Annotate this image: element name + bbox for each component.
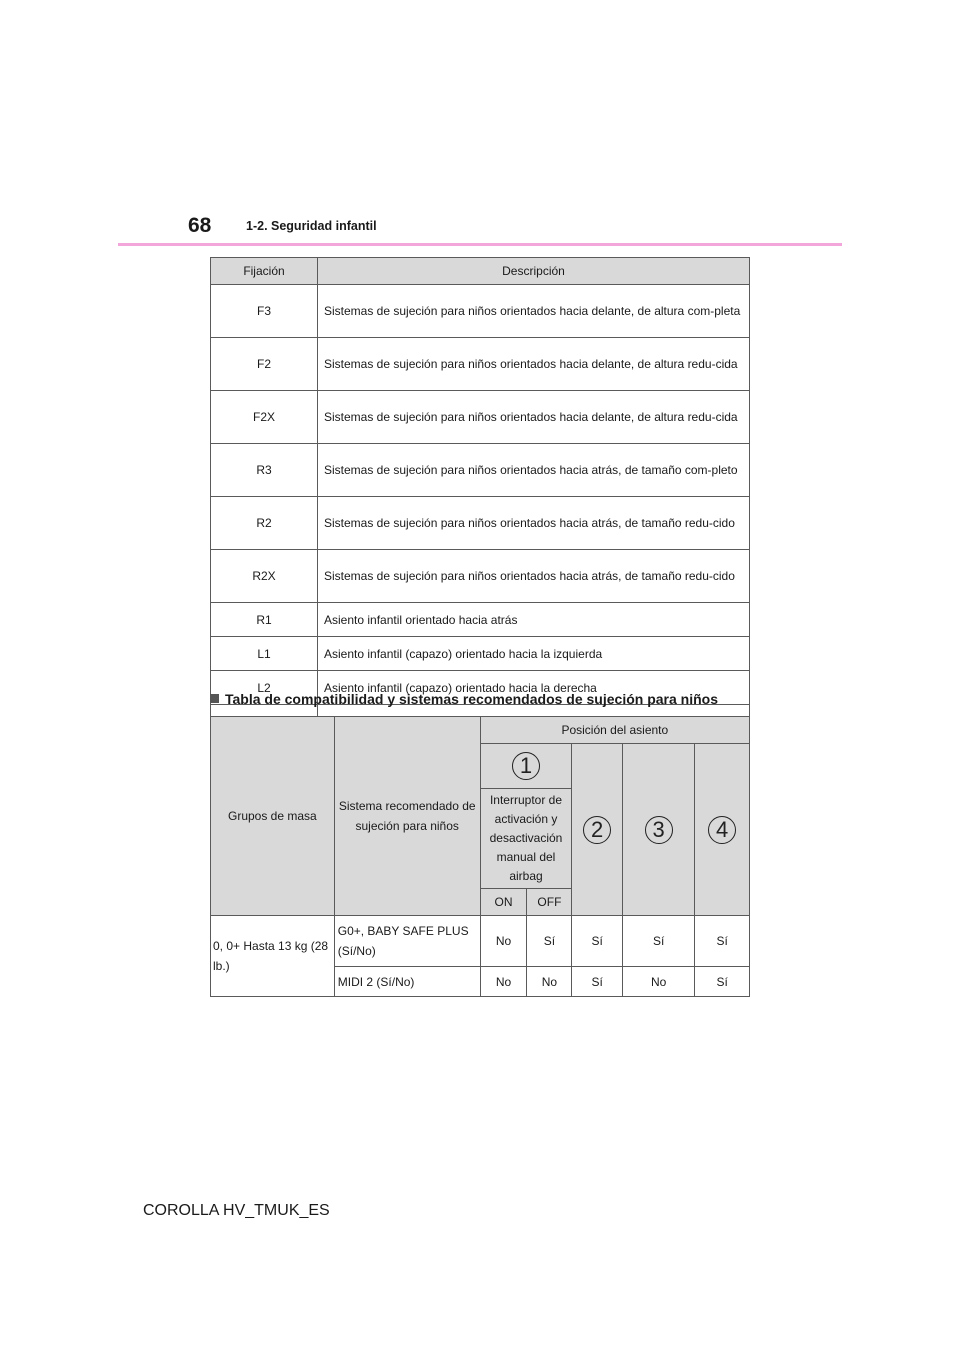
table-row <box>211 338 750 391</box>
page-number: 68 <box>188 214 212 237</box>
fixation-code: F2X <box>211 391 318 444</box>
airbag-switch-label: Interruptor de activación y desactivación manual del airbag <box>480 789 572 889</box>
seat-value: Sí <box>623 916 695 967</box>
col-header-mass-group: Grupos de masa <box>211 717 335 916</box>
fixation-code: R2X <box>211 550 318 603</box>
seat-2-header <box>572 744 623 916</box>
fixation-description: Sistemas de sujeción para niños orientados hacia atrás, de tamaño redu-cido <box>318 497 750 550</box>
fixation-code: L1 <box>211 637 318 671</box>
table-row <box>211 391 750 444</box>
section-title: 1-2. Seguridad infantil <box>246 219 377 233</box>
col-header-recommended-system: Sistema recomendado de sujeción para niños <box>334 717 480 916</box>
table-row <box>211 916 750 967</box>
seat-value: Sí <box>572 916 623 967</box>
table-row <box>211 285 750 338</box>
fixation-description: Sistemas de sujeción para niños orientados hacia delante, de altura com-pleta <box>318 285 750 338</box>
fixation-code: R2 <box>211 497 318 550</box>
seat-3-icon: 3 <box>645 816 673 844</box>
table-header-row <box>211 258 750 285</box>
document-code: COROLLA HV_TMUK_ES <box>143 1202 330 1219</box>
fixation-description: Sistemas de sujeción para niños orientados hacia atrás, de tamaño com-pleto <box>318 444 750 497</box>
fixation-description: Asiento infantil (capazo) orientado hacia la derecha <box>318 671 750 705</box>
seat-1-header <box>480 744 572 789</box>
fixation-code: R3 <box>211 444 318 497</box>
compatibility-heading-text: Tabla de compatibilidad y sistemas recomendados de sujeción para niños <box>225 691 718 707</box>
table-row <box>211 637 750 671</box>
seat-value: Sí <box>695 916 750 967</box>
airbag-off-label: OFF <box>527 889 572 916</box>
fixation-code: F2 <box>211 338 318 391</box>
mass-group-value: 0, 0+ Hasta 13 kg (28 lb.) <box>211 916 335 997</box>
fixation-code: F3 <box>211 285 318 338</box>
seat-value: Sí <box>527 916 572 967</box>
seat-value: No <box>480 967 527 997</box>
table-row <box>211 497 750 550</box>
col-header-description: Descripción <box>318 258 750 285</box>
seat-value: No <box>623 967 695 997</box>
airbag-on-label: ON <box>480 889 527 916</box>
table-row <box>211 603 750 637</box>
seat-value: Sí <box>572 967 623 997</box>
seat-value: Sí <box>695 967 750 997</box>
compatibility-table <box>210 716 750 997</box>
table-row <box>211 444 750 497</box>
seat-value: No <box>527 967 572 997</box>
seat-4-icon: 4 <box>708 816 736 844</box>
seat-1-icon: 1 <box>512 752 540 780</box>
table-row <box>211 550 750 603</box>
fixation-description: Asiento infantil orientado hacia atrás <box>318 603 750 637</box>
compatibility-heading <box>210 691 718 707</box>
recommended-system: MIDI 2 (Sí/No) <box>334 967 480 997</box>
fixation-description: Sistemas de sujeción para niños orientados hacia atrás, de tamaño redu-cido <box>318 550 750 603</box>
square-bullet-icon <box>210 694 219 703</box>
recommended-system: G0+, BABY SAFE PLUS (Sí/No) <box>334 916 480 967</box>
fixation-code: L2 <box>211 671 318 705</box>
col-header-seat-position: Posición del asiento <box>480 717 749 744</box>
col-header-fixation: Fijación <box>211 258 318 285</box>
fixation-description: Asiento infantil (capazo) orientado hacia la izquierda <box>318 637 750 671</box>
seat-4-header <box>695 744 750 916</box>
fixation-description: Sistemas de sujeción para niños orientados hacia delante, de altura redu-cida <box>318 391 750 444</box>
fixation-code: R1 <box>211 603 318 637</box>
fixation-description: Sistemas de sujeción para niños orientados hacia delante, de altura redu-cida <box>318 338 750 391</box>
header-rule <box>118 243 842 246</box>
seat-3-header <box>623 744 695 916</box>
seat-2-icon: 2 <box>583 816 611 844</box>
seat-value: No <box>480 916 527 967</box>
